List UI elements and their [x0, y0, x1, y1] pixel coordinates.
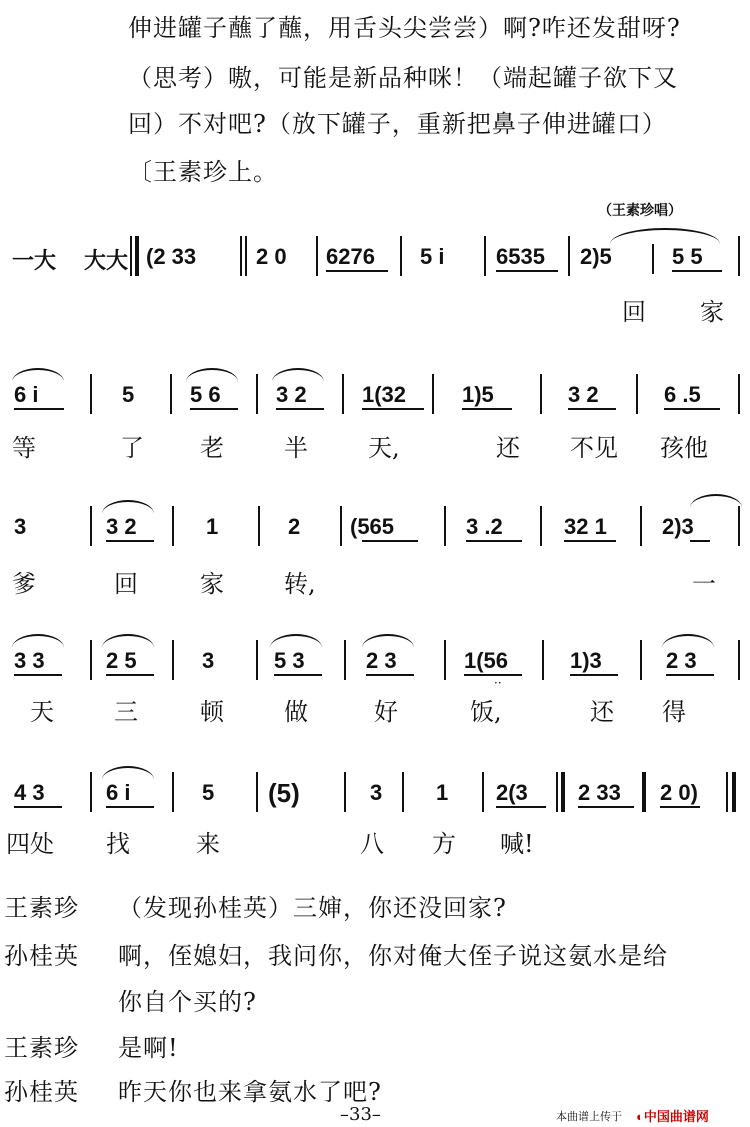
lyric: 转, [284, 570, 316, 598]
dialogue-text: （发现孙桂英）三婶，你还没回家? [118, 894, 507, 922]
barline [90, 374, 92, 414]
slur [272, 368, 324, 382]
slur [610, 228, 720, 244]
barline [444, 640, 446, 680]
lyric: 四处 [6, 830, 54, 858]
barline [640, 640, 642, 680]
barline [444, 506, 446, 546]
barline [540, 374, 542, 414]
lyric: 喊! [500, 830, 534, 858]
speaker: 孙桂英 [4, 1078, 79, 1106]
barline [172, 640, 174, 680]
lyric: 家 [700, 298, 724, 326]
note: 5 i [420, 244, 445, 269]
prose-line-3: 回）不对吧?（放下罐子，重新把鼻子伸进罐口） [128, 110, 667, 138]
speaker: 王素珍 [4, 1034, 79, 1062]
note: 3 [14, 514, 27, 539]
barline [738, 374, 740, 414]
barline [316, 236, 318, 276]
lyric: 饭, [470, 698, 502, 726]
note: 5 5 [672, 244, 703, 269]
lyric: 一 [692, 570, 716, 598]
note: 6276 [326, 244, 375, 269]
note: 6 i [106, 780, 131, 805]
note: 1)5 [462, 382, 494, 407]
prose-line-2: （思考）嗷，可能是新品种咪！（端起罐子欲下又 [128, 64, 678, 92]
lyric: 好 [374, 698, 398, 726]
note: 2 5 [106, 648, 137, 673]
page-number: –33– [340, 1104, 381, 1125]
prose-line-1: 伸进罐子蘸了蘸，用舌头尖尝尝）啊?咋还发甜呀? [128, 14, 681, 42]
dialogue-text: 昨天你也来拿氨水了吧? [118, 1078, 382, 1106]
lyric: 做 [284, 698, 308, 726]
barline [568, 236, 570, 276]
barline [738, 236, 740, 276]
note: 6 i [14, 382, 39, 407]
note: 2 0) [660, 780, 698, 805]
note: 5 [202, 780, 215, 805]
barline [542, 640, 544, 680]
barline [738, 640, 740, 680]
slur [12, 368, 64, 382]
barline [344, 772, 346, 812]
lyric: 还 [590, 698, 614, 726]
note: 1 [206, 514, 219, 539]
speaker: 王素珍 [4, 894, 79, 922]
note: 1(32 [362, 382, 407, 407]
barline [482, 772, 484, 812]
barline [340, 506, 342, 546]
note: 5 6 [190, 382, 221, 407]
note: 3 [202, 648, 215, 673]
brand-logo [636, 1106, 709, 1125]
note: (5) [268, 778, 300, 808]
slur [102, 634, 154, 648]
lyric: 回 [114, 570, 138, 598]
note: 3 3 [14, 648, 45, 673]
barline [172, 772, 174, 812]
note: 6 .5 [664, 382, 701, 407]
barline [256, 772, 258, 812]
note: 2(3 [496, 780, 528, 805]
note: 2 33 [578, 780, 621, 805]
final-barline [726, 772, 728, 812]
singer-note: （王素珍唱） [598, 203, 682, 219]
barline [344, 640, 346, 680]
lyric: 半 [284, 434, 308, 462]
lyric: 老 [200, 434, 224, 462]
barline [432, 374, 434, 414]
note: 2 0 [256, 244, 287, 269]
repeat-barline [556, 772, 558, 812]
note: 3 2 [106, 514, 137, 539]
note: 2 3 [366, 648, 397, 673]
barline [738, 506, 740, 546]
note: 5 3 [274, 648, 305, 673]
slur [662, 634, 714, 648]
barline [172, 506, 174, 546]
dialogue-text: 是啊! [118, 1034, 179, 1062]
barline [400, 236, 402, 276]
lyric: 顿 [200, 698, 224, 726]
slur [102, 500, 154, 514]
note: (2 33 [146, 244, 197, 269]
note: 3 [370, 780, 383, 805]
lyric: 等 [12, 434, 36, 462]
lyric: 方 [432, 830, 456, 858]
lyric: 找 [106, 830, 130, 858]
note: 32 1 [564, 514, 607, 539]
upload-note: 本曲谱上传于 [556, 1111, 622, 1123]
speaker: 孙桂英 [4, 942, 79, 970]
final-barline [732, 772, 736, 812]
barline [258, 506, 260, 546]
repeat-barline [130, 236, 132, 276]
note: 2 [288, 514, 301, 539]
barline [170, 374, 172, 414]
repeat-barline [135, 236, 139, 276]
lyric: 三 [114, 698, 138, 726]
note: 2)5 [580, 244, 612, 269]
barline [484, 236, 486, 276]
slur [12, 634, 64, 648]
note: 2 3 [666, 648, 697, 673]
barline [256, 640, 258, 680]
logo-icon: ◐ [636, 1109, 644, 1124]
note: 2)3 [662, 514, 694, 539]
barline [402, 772, 404, 812]
note: 4 3 [14, 780, 45, 805]
repeat-barline [642, 772, 646, 812]
barline [256, 374, 258, 414]
barline [90, 772, 92, 812]
lyric: 孩他 [660, 434, 708, 462]
note: 大大 [84, 248, 129, 273]
barline [90, 506, 92, 546]
slur [270, 634, 322, 648]
note: 3 2 [568, 382, 599, 407]
lyric: 家 [200, 570, 224, 598]
barline [640, 506, 642, 546]
prose-line-4: 〔王素珍上。 [128, 158, 278, 186]
barline [245, 236, 247, 276]
slur [102, 766, 154, 780]
lyric: 来 [196, 830, 220, 858]
barline [90, 640, 92, 680]
lyric: 八 [360, 830, 384, 858]
lyric: 天 [30, 698, 54, 726]
note: 1 [436, 780, 449, 805]
lyric: 还 [496, 434, 520, 462]
brand-name: 中国曲谱网 [643, 1109, 709, 1124]
barline [540, 506, 542, 546]
note: 一大 [12, 248, 57, 273]
lyric: 得 [662, 698, 686, 726]
barline [652, 244, 654, 274]
note: (565 [350, 514, 395, 539]
note: 1(56 [464, 648, 509, 673]
barline [342, 374, 344, 414]
note: 5 [122, 382, 135, 407]
slur [362, 634, 414, 648]
lyric: 爹 [12, 570, 36, 598]
lyric: 天, [368, 434, 400, 462]
barline [240, 236, 242, 276]
slur [186, 368, 238, 382]
note: 3 .2 [466, 514, 503, 539]
barline [636, 374, 638, 414]
lyric: 了 [120, 434, 144, 462]
dialogue-text: 你自个买的? [118, 988, 257, 1016]
dialogue-text: 啊，侄媳妇，我问你，你对俺大侄子说这氨水是给 [118, 942, 668, 970]
lyric: 不见 [570, 434, 618, 462]
lyric: 回 [622, 298, 646, 326]
note: 3 2 [276, 382, 307, 407]
note: 1)3 [570, 648, 602, 673]
slur [690, 494, 742, 508]
note: 6535 [496, 244, 545, 269]
repeat-barline [561, 772, 565, 812]
